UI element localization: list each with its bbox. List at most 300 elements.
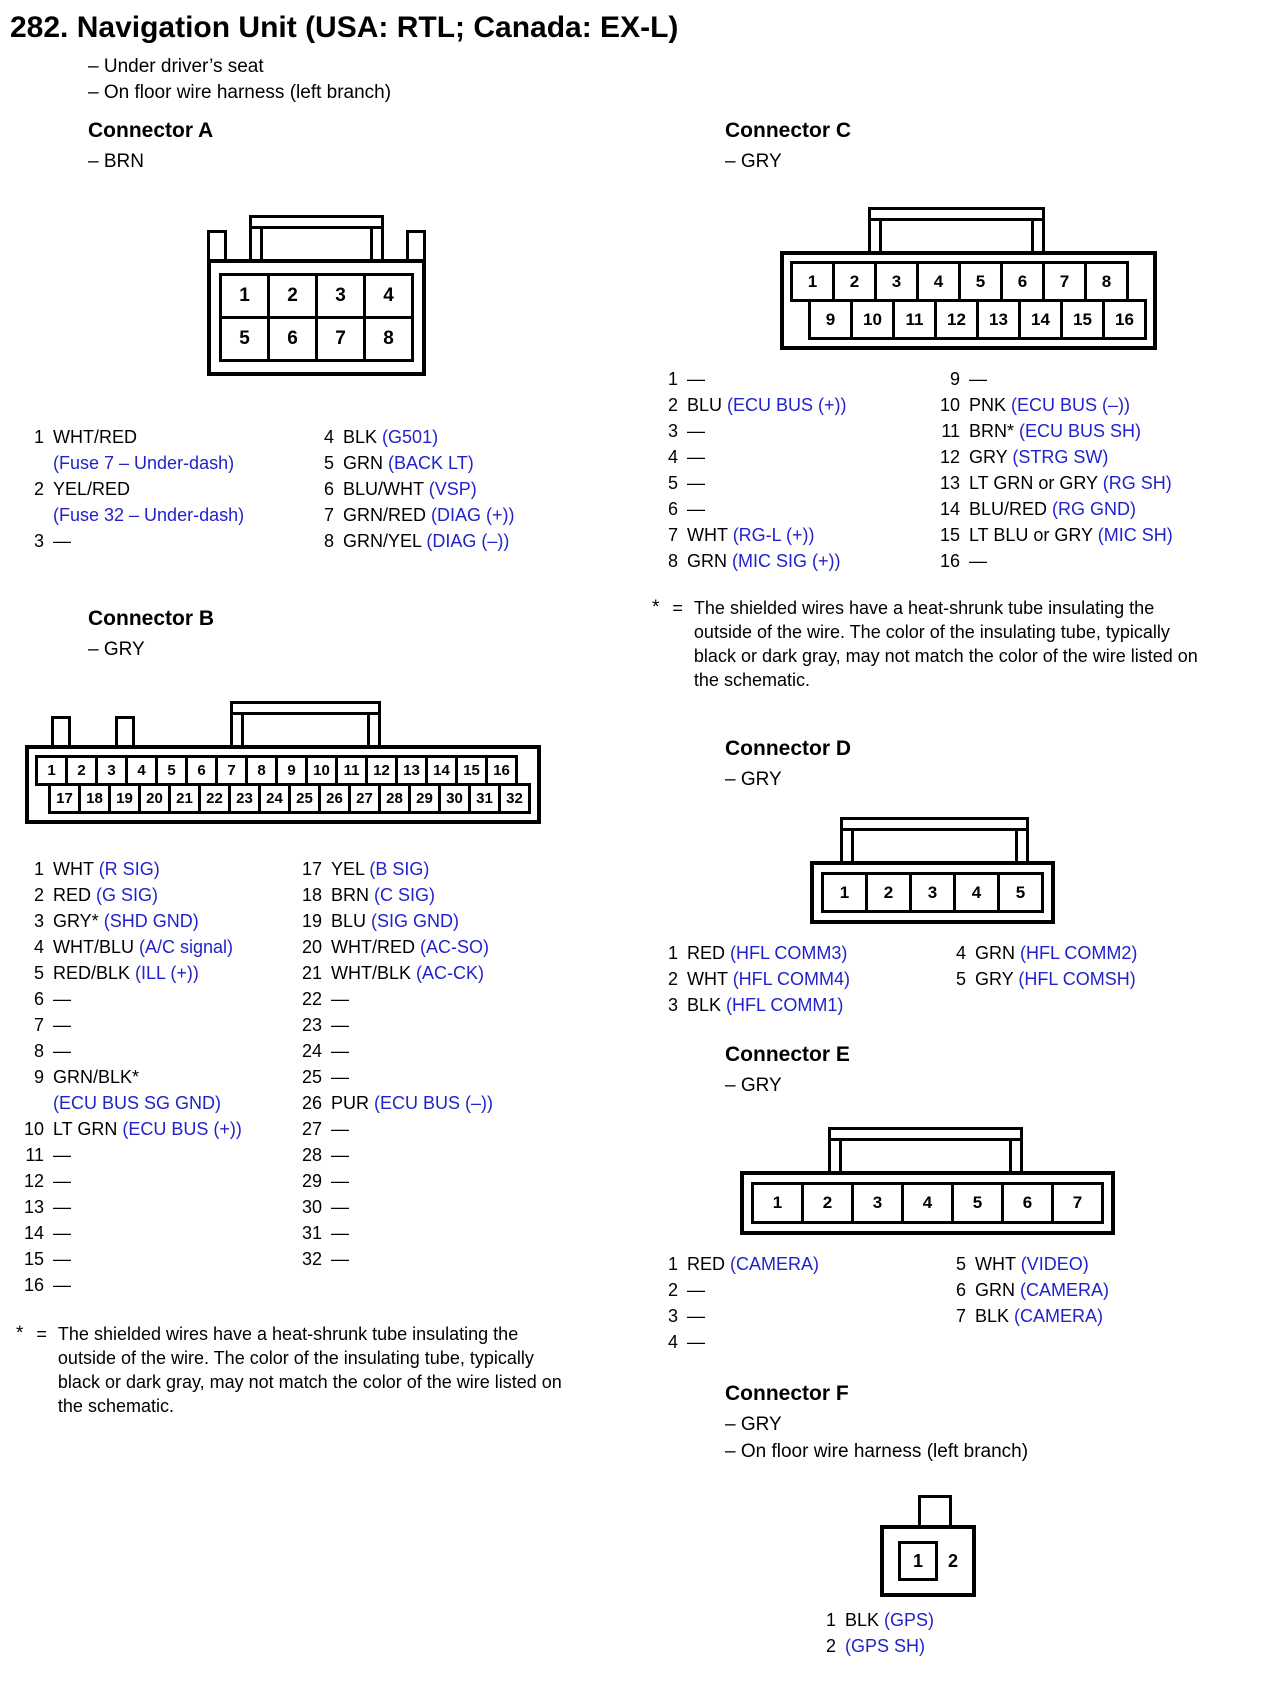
wire-color: — bbox=[687, 499, 705, 519]
pin-number: 16 bbox=[23, 1275, 44, 1295]
pin-cell: 1 bbox=[751, 1182, 804, 1224]
pin-cell: 7 bbox=[1042, 261, 1087, 302]
signal-name: (C SIG) bbox=[374, 885, 436, 905]
page-title: 282. Navigation Unit (USA: RTL; Canada: EX-L) bbox=[10, 11, 679, 44]
wire-color: — bbox=[331, 1171, 349, 1191]
connector-f-diagram bbox=[880, 1493, 976, 1597]
connector-d-body bbox=[810, 861, 1055, 924]
pin-number: 7 bbox=[323, 505, 334, 525]
connector-top-bar bbox=[230, 701, 381, 715]
wire-color: — bbox=[331, 1041, 349, 1061]
connector-d-diagram bbox=[810, 815, 1055, 924]
pin-number: 1 bbox=[667, 1254, 678, 1274]
pin-entry bbox=[296, 1194, 493, 1220]
pin-entry bbox=[940, 1303, 1109, 1329]
pin-cell: 15 bbox=[1060, 299, 1105, 340]
wire-color: — bbox=[53, 1145, 71, 1165]
connector-e-header bbox=[725, 1042, 1250, 1099]
connector-e-body bbox=[740, 1171, 1115, 1235]
wire-color: — bbox=[687, 1280, 705, 1300]
wire-color: — bbox=[331, 1197, 349, 1217]
signal-name: (G SIG) bbox=[96, 885, 159, 905]
pin-number: 7 bbox=[667, 525, 678, 545]
pin-entry bbox=[652, 992, 940, 1018]
pin-number: 15 bbox=[939, 525, 960, 545]
wire-color: GRN/YEL bbox=[343, 531, 422, 551]
pin-cell: 4 bbox=[901, 1182, 954, 1224]
connector-ear bbox=[115, 716, 135, 745]
pin-number: 16 bbox=[939, 551, 960, 571]
signal-name: (SIG GND) bbox=[371, 911, 460, 931]
wire-color: RED bbox=[687, 943, 726, 963]
right-column bbox=[630, 118, 1250, 1659]
connector-b-diagram bbox=[25, 699, 541, 824]
pin-number: 31 bbox=[301, 1223, 322, 1243]
pin-entry bbox=[810, 1607, 934, 1633]
pin-cell: 13 bbox=[976, 299, 1021, 340]
pin-number: 1 bbox=[667, 943, 678, 963]
pin-cell: 28 bbox=[378, 783, 411, 814]
pin-cell: 1 bbox=[35, 755, 68, 786]
signal-name: (HFL COMM2) bbox=[1020, 943, 1138, 963]
pin-entry bbox=[934, 522, 1173, 548]
pin-entry bbox=[934, 548, 1173, 574]
pin-cell: 8 bbox=[245, 755, 278, 786]
pin-entry bbox=[652, 1303, 940, 1329]
connector-a-diagram bbox=[207, 213, 426, 376]
signal-name: (STRG SW) bbox=[1012, 447, 1109, 467]
pin-entry bbox=[934, 444, 1173, 470]
connector-c-body bbox=[780, 251, 1157, 350]
pin-number: 12 bbox=[939, 447, 960, 467]
pin-entry bbox=[308, 528, 515, 554]
wire-color: — bbox=[53, 1171, 71, 1191]
wire-color: LT BLU or GRY bbox=[969, 525, 1093, 545]
signal-name: (AC-SO) bbox=[420, 937, 490, 957]
pin-number: 2 bbox=[33, 479, 44, 499]
pin-entry bbox=[296, 1142, 493, 1168]
signal-name: (CAMERA) bbox=[1020, 1280, 1110, 1300]
pin-number: 23 bbox=[301, 1015, 322, 1035]
pin-cell: 7 bbox=[315, 316, 366, 362]
wire-color: — bbox=[687, 473, 705, 493]
connector-color-note: – GRY bbox=[88, 639, 145, 660]
wire-color: BLU bbox=[331, 911, 367, 931]
pin-entry bbox=[652, 470, 934, 496]
pin-number: 27 bbox=[301, 1119, 322, 1139]
pin-cell: 3 bbox=[909, 872, 956, 913]
wire-color: WHT/BLK bbox=[331, 963, 412, 983]
pin-number: 4 bbox=[323, 427, 334, 447]
pin-entry bbox=[18, 1012, 296, 1038]
pin-entry bbox=[296, 986, 493, 1012]
connector-b-section bbox=[10, 606, 630, 1298]
pin-number: 9 bbox=[949, 369, 960, 389]
signal-name-line2: (Fuse 32 – Under-dash) bbox=[53, 505, 245, 525]
pin-cell: 3 bbox=[851, 1182, 904, 1224]
connector-a-body bbox=[207, 259, 426, 376]
footnote-marker: * bbox=[652, 597, 660, 618]
pin-cell: 6 bbox=[1000, 261, 1045, 302]
wire-color: GRY bbox=[975, 969, 1014, 989]
wire-color: GRN/BLK* bbox=[53, 1067, 140, 1087]
location-line: – On floor wire harness (left branch) bbox=[88, 82, 392, 103]
wire-color: YEL bbox=[331, 859, 365, 879]
pin-entry bbox=[652, 1329, 940, 1355]
pin-number: 15 bbox=[23, 1249, 44, 1269]
pin-row bbox=[35, 755, 531, 786]
pin-cell: 23 bbox=[228, 783, 261, 814]
wire-color: WHT/RED bbox=[53, 427, 137, 447]
pin-number: 20 bbox=[301, 937, 322, 957]
connector-ear bbox=[51, 716, 71, 745]
pin-entry bbox=[296, 960, 493, 986]
pin-row bbox=[751, 1182, 1104, 1224]
pin-number: 3 bbox=[667, 995, 678, 1015]
pin-entry bbox=[296, 1220, 493, 1246]
pin-number: 3 bbox=[33, 531, 44, 551]
signal-name: (ECU BUS (–)) bbox=[374, 1093, 494, 1113]
connector-note: – GRY bbox=[725, 1414, 782, 1435]
wire-color: — bbox=[53, 531, 71, 551]
wire-color: WHT/BLU bbox=[53, 937, 134, 957]
pin-cell: 5 bbox=[219, 316, 270, 362]
wire-color: BRN bbox=[331, 885, 370, 905]
pin-entry bbox=[934, 496, 1173, 522]
signal-name-line2: (Fuse 7 – Under-dash) bbox=[53, 453, 235, 473]
connector-f-header bbox=[725, 1381, 1250, 1465]
pin-cell: 17 bbox=[48, 783, 81, 814]
pin-number: 12 bbox=[23, 1171, 44, 1191]
pin-cell: 2 bbox=[267, 273, 318, 319]
connector-d-header bbox=[725, 736, 1250, 793]
pin-number: 5 bbox=[955, 969, 966, 989]
footnote-text: The shielded wires have a heat-shrunk tube insulating the outside of the wire. The color of the insulating tube, typically black or dark gray, may not match the color of the wire listed on the schematic. bbox=[693, 598, 1198, 690]
wire-color: BLK bbox=[845, 1610, 880, 1630]
pin-number: 11 bbox=[25, 1145, 44, 1165]
pin-cell: 10 bbox=[305, 755, 338, 786]
signal-name: (DIAG (+)) bbox=[431, 505, 515, 525]
connector-top-tab bbox=[918, 1495, 952, 1529]
pin-number: 5 bbox=[323, 453, 334, 473]
pin-entry bbox=[652, 940, 940, 966]
pin-row bbox=[48, 783, 531, 814]
wire-color: WHT bbox=[687, 525, 728, 545]
pin-cell: 4 bbox=[363, 273, 414, 319]
connector-f-section bbox=[630, 1381, 1250, 1659]
pin-cell: 5 bbox=[997, 872, 1044, 913]
connector-f-title: Connector F bbox=[725, 1382, 849, 1405]
connector-f-pin-list bbox=[810, 1607, 1250, 1659]
wire-color: RED bbox=[53, 885, 92, 905]
shielded-wire-footnote bbox=[16, 1322, 630, 1418]
connector-c-title: Connector C bbox=[725, 119, 851, 142]
pin-entry bbox=[296, 1090, 493, 1116]
wire-color: GRN bbox=[343, 453, 383, 473]
pin-entry bbox=[296, 1012, 493, 1038]
pin-number: 11 bbox=[941, 421, 960, 441]
pin-entry bbox=[296, 882, 493, 908]
wire-color: GRN bbox=[975, 943, 1015, 963]
signal-name: (CAMERA) bbox=[730, 1254, 820, 1274]
signal-name: (R SIG) bbox=[98, 859, 160, 879]
pin-entry bbox=[934, 366, 1173, 392]
connector-e-title: Connector E bbox=[725, 1043, 850, 1066]
wire-color: GRY bbox=[969, 447, 1008, 467]
pin-cell: 6 bbox=[267, 316, 318, 362]
pin-number: 28 bbox=[301, 1145, 322, 1165]
pin-number: 30 bbox=[301, 1197, 322, 1217]
footnote-text: The shielded wires have a heat-shrunk tube insulating the outside of the wire. The color of the insulating tube, typically black or dark gray, may not match the color of the wire listed on the schematic. bbox=[57, 1324, 562, 1416]
pin-row bbox=[219, 316, 414, 362]
signal-name: (RG-L (+)) bbox=[732, 525, 815, 545]
pin-entry bbox=[652, 444, 934, 470]
wire-color: GRN bbox=[975, 1280, 1015, 1300]
pin-cell: 14 bbox=[425, 755, 458, 786]
wire-color: WHT bbox=[53, 859, 94, 879]
pin-entry bbox=[296, 1064, 493, 1090]
pin-number: 2 bbox=[667, 969, 678, 989]
connector-e-diagram bbox=[740, 1125, 1115, 1235]
connector-color-note: – GRY bbox=[725, 151, 782, 172]
pin-cell: 12 bbox=[365, 755, 398, 786]
wire-color: — bbox=[687, 369, 705, 389]
pin-entry bbox=[652, 392, 934, 418]
pin-number: 14 bbox=[23, 1223, 44, 1243]
connector-note: – On floor wire harness (left branch) bbox=[725, 1441, 1029, 1462]
connector-c-section bbox=[630, 118, 1250, 574]
pin-cell: 7 bbox=[215, 755, 248, 786]
pin-cell: 3 bbox=[874, 261, 919, 302]
pin-number: 8 bbox=[33, 1041, 44, 1061]
pin-number: 4 bbox=[667, 1332, 678, 1352]
signal-name: (AC-CK) bbox=[416, 963, 485, 983]
pin-cell: 4 bbox=[125, 755, 158, 786]
pin-cell: 9 bbox=[275, 755, 308, 786]
pin-number: 21 bbox=[301, 963, 322, 983]
pin-number: 1 bbox=[667, 369, 678, 389]
pin-cell: 1 bbox=[219, 273, 270, 319]
wire-color: WHT bbox=[975, 1254, 1016, 1274]
pin-cell: 32 bbox=[498, 783, 531, 814]
pin-entry bbox=[18, 1168, 296, 1194]
wire-color: — bbox=[687, 447, 705, 467]
connector-c-pin-list bbox=[652, 366, 1250, 574]
wire-color: — bbox=[687, 421, 705, 441]
pin-cell: 13 bbox=[395, 755, 428, 786]
connector-d-title: Connector D bbox=[725, 737, 851, 760]
pin-cell: 9 bbox=[808, 299, 853, 340]
pin-cell: 16 bbox=[1102, 299, 1147, 340]
wire-color: — bbox=[53, 1249, 71, 1269]
signal-name: (A/C signal) bbox=[139, 937, 234, 957]
pin-cell: 2 bbox=[832, 261, 877, 302]
pin-number: 2 bbox=[825, 1636, 836, 1656]
pin-cell: 31 bbox=[468, 783, 501, 814]
wire-color: RED bbox=[687, 1254, 726, 1274]
signal-name: (HFL COMM1) bbox=[726, 995, 844, 1015]
signal-name: (BACK LT) bbox=[388, 453, 474, 473]
connector-b-pin-list bbox=[18, 856, 630, 1298]
wire-color: — bbox=[53, 1041, 71, 1061]
wire-color: — bbox=[53, 1275, 71, 1295]
wire-color: — bbox=[53, 1015, 71, 1035]
wire-color: BLK bbox=[687, 995, 722, 1015]
wire-color: BLU/RED bbox=[969, 499, 1048, 519]
wire-color: — bbox=[331, 1119, 349, 1139]
pin-number: 6 bbox=[667, 499, 678, 519]
connector-color-note: – GRY bbox=[725, 769, 782, 790]
connector-d-pin-list bbox=[652, 940, 1250, 1018]
pin-entry bbox=[18, 528, 308, 554]
pin-number: 7 bbox=[33, 1015, 44, 1035]
signal-name: (HFL COMSH) bbox=[1018, 969, 1136, 989]
pin-row bbox=[821, 872, 1044, 913]
connector-c-header bbox=[725, 118, 1250, 175]
pin-cell: 20 bbox=[138, 783, 171, 814]
wire-color: BLU bbox=[687, 395, 723, 415]
wire-color: PNK bbox=[969, 395, 1007, 415]
signal-name-line2: (ECU BUS SG GND) bbox=[53, 1093, 222, 1113]
connector-a-section bbox=[10, 118, 630, 554]
pin-cell: 6 bbox=[185, 755, 218, 786]
wire-color: LT GRN or GRY bbox=[969, 473, 1098, 493]
signal-name: (ECU BUS SH) bbox=[1019, 421, 1142, 441]
pin-entry bbox=[18, 476, 308, 528]
wire-color: BLU/WHT bbox=[343, 479, 424, 499]
pin-entry bbox=[18, 934, 296, 960]
signal-name: (GPS) bbox=[884, 1610, 935, 1630]
pin-entry bbox=[296, 1038, 493, 1064]
pin-number: 10 bbox=[939, 395, 960, 415]
pin-number: 13 bbox=[939, 473, 960, 493]
pin-entry bbox=[18, 424, 308, 476]
pin-number: 8 bbox=[667, 551, 678, 571]
pin-number: 2 bbox=[667, 1280, 678, 1300]
pin-row bbox=[808, 299, 1147, 340]
pin-entry bbox=[940, 966, 1137, 992]
wire-color: GRN/RED bbox=[343, 505, 427, 525]
pin-number: 3 bbox=[33, 911, 44, 931]
pin-number: 29 bbox=[301, 1171, 322, 1191]
left-column bbox=[10, 118, 630, 1659]
connector-f-body bbox=[880, 1525, 976, 1597]
pin-cell: 12 bbox=[934, 299, 979, 340]
pin-cell: 5 bbox=[155, 755, 188, 786]
pin-number: 17 bbox=[301, 859, 322, 879]
wire-color: WHT bbox=[687, 969, 728, 989]
pin-entry bbox=[18, 1220, 296, 1246]
pin-number: 5 bbox=[33, 963, 44, 983]
pin-cell: 26 bbox=[318, 783, 351, 814]
pin-cell: 5 bbox=[951, 1182, 1004, 1224]
pin-entry bbox=[296, 1116, 493, 1142]
connector-ear bbox=[207, 230, 227, 259]
pin-label-outside: 2 bbox=[948, 1550, 959, 1571]
connector-e-section bbox=[630, 1042, 1250, 1355]
shielded-wire-footnote bbox=[652, 596, 1250, 692]
pin-number: 19 bbox=[301, 911, 322, 931]
pin-entry bbox=[296, 1246, 493, 1272]
signal-name: (CAMERA) bbox=[1014, 1306, 1104, 1326]
signal-name: (ECU BUS (+)) bbox=[122, 1119, 242, 1139]
pin-entry bbox=[296, 934, 493, 960]
wire-color: — bbox=[53, 1197, 71, 1217]
pin-cell: 1 bbox=[790, 261, 835, 302]
pin-number: 5 bbox=[667, 473, 678, 493]
pin-entry bbox=[934, 392, 1173, 418]
pin-cell: 8 bbox=[1084, 261, 1129, 302]
pin-entry bbox=[934, 470, 1173, 496]
pin-entry bbox=[18, 856, 296, 882]
content-columns bbox=[10, 118, 1250, 1659]
pin-number: 26 bbox=[301, 1093, 322, 1113]
wire-color: WHT/RED bbox=[331, 937, 415, 957]
pin-entry bbox=[18, 1064, 296, 1116]
pin-entry bbox=[18, 1194, 296, 1220]
pin-entry bbox=[652, 366, 934, 392]
wire-color: — bbox=[331, 989, 349, 1009]
wire-color: BLK bbox=[975, 1306, 1010, 1326]
connector-color-note: – BRN bbox=[88, 151, 144, 172]
pin-number: 6 bbox=[323, 479, 334, 499]
pin-cell: 30 bbox=[438, 783, 471, 814]
pin-cell: 2 bbox=[65, 755, 98, 786]
pin-entry bbox=[940, 940, 1137, 966]
wire-color: PUR bbox=[331, 1093, 370, 1113]
signal-name: (VIDEO) bbox=[1020, 1254, 1089, 1274]
pin-number: 2 bbox=[667, 395, 678, 415]
connector-color-note: – GRY bbox=[725, 1075, 782, 1096]
wire-color: — bbox=[331, 1145, 349, 1165]
pin-entry bbox=[18, 960, 296, 986]
pin-cell: 19 bbox=[108, 783, 141, 814]
pin-number: 3 bbox=[667, 1306, 678, 1326]
connector-b-body bbox=[25, 745, 541, 824]
pin-cell: 18 bbox=[78, 783, 111, 814]
wire-color: — bbox=[53, 989, 71, 1009]
pin-entry bbox=[308, 424, 515, 450]
pin-entry bbox=[308, 476, 515, 502]
pin-row bbox=[219, 273, 414, 319]
pin-number: 9 bbox=[33, 1067, 44, 1087]
pin-entry bbox=[308, 450, 515, 476]
wire-color: BLK bbox=[343, 427, 378, 447]
wire-color: — bbox=[331, 1067, 349, 1087]
signal-name: (HFL COMM3) bbox=[730, 943, 848, 963]
pin-cell: 8 bbox=[363, 316, 414, 362]
wire-color: — bbox=[687, 1306, 705, 1326]
pin-entry bbox=[308, 502, 515, 528]
pin-number: 22 bbox=[301, 989, 322, 1009]
pin-entry bbox=[18, 1246, 296, 1272]
wire-color: YEL/RED bbox=[53, 479, 131, 499]
pin-entry bbox=[18, 1142, 296, 1168]
pin-number: 1 bbox=[33, 427, 44, 447]
connector-e-pin-list bbox=[652, 1251, 1250, 1355]
footnote-marker: * bbox=[16, 1323, 24, 1344]
pin-number: 1 bbox=[825, 1610, 836, 1630]
pin-cell: 10 bbox=[850, 299, 895, 340]
signal-name: (B SIG) bbox=[369, 859, 430, 879]
pin-number: 4 bbox=[667, 447, 678, 467]
connector-b-title: Connector B bbox=[88, 607, 214, 630]
pin-number: 4 bbox=[33, 937, 44, 957]
pin-number: 25 bbox=[301, 1067, 322, 1087]
pin-entry bbox=[652, 966, 940, 992]
pin-entry bbox=[652, 1277, 940, 1303]
pin-entry bbox=[296, 1168, 493, 1194]
